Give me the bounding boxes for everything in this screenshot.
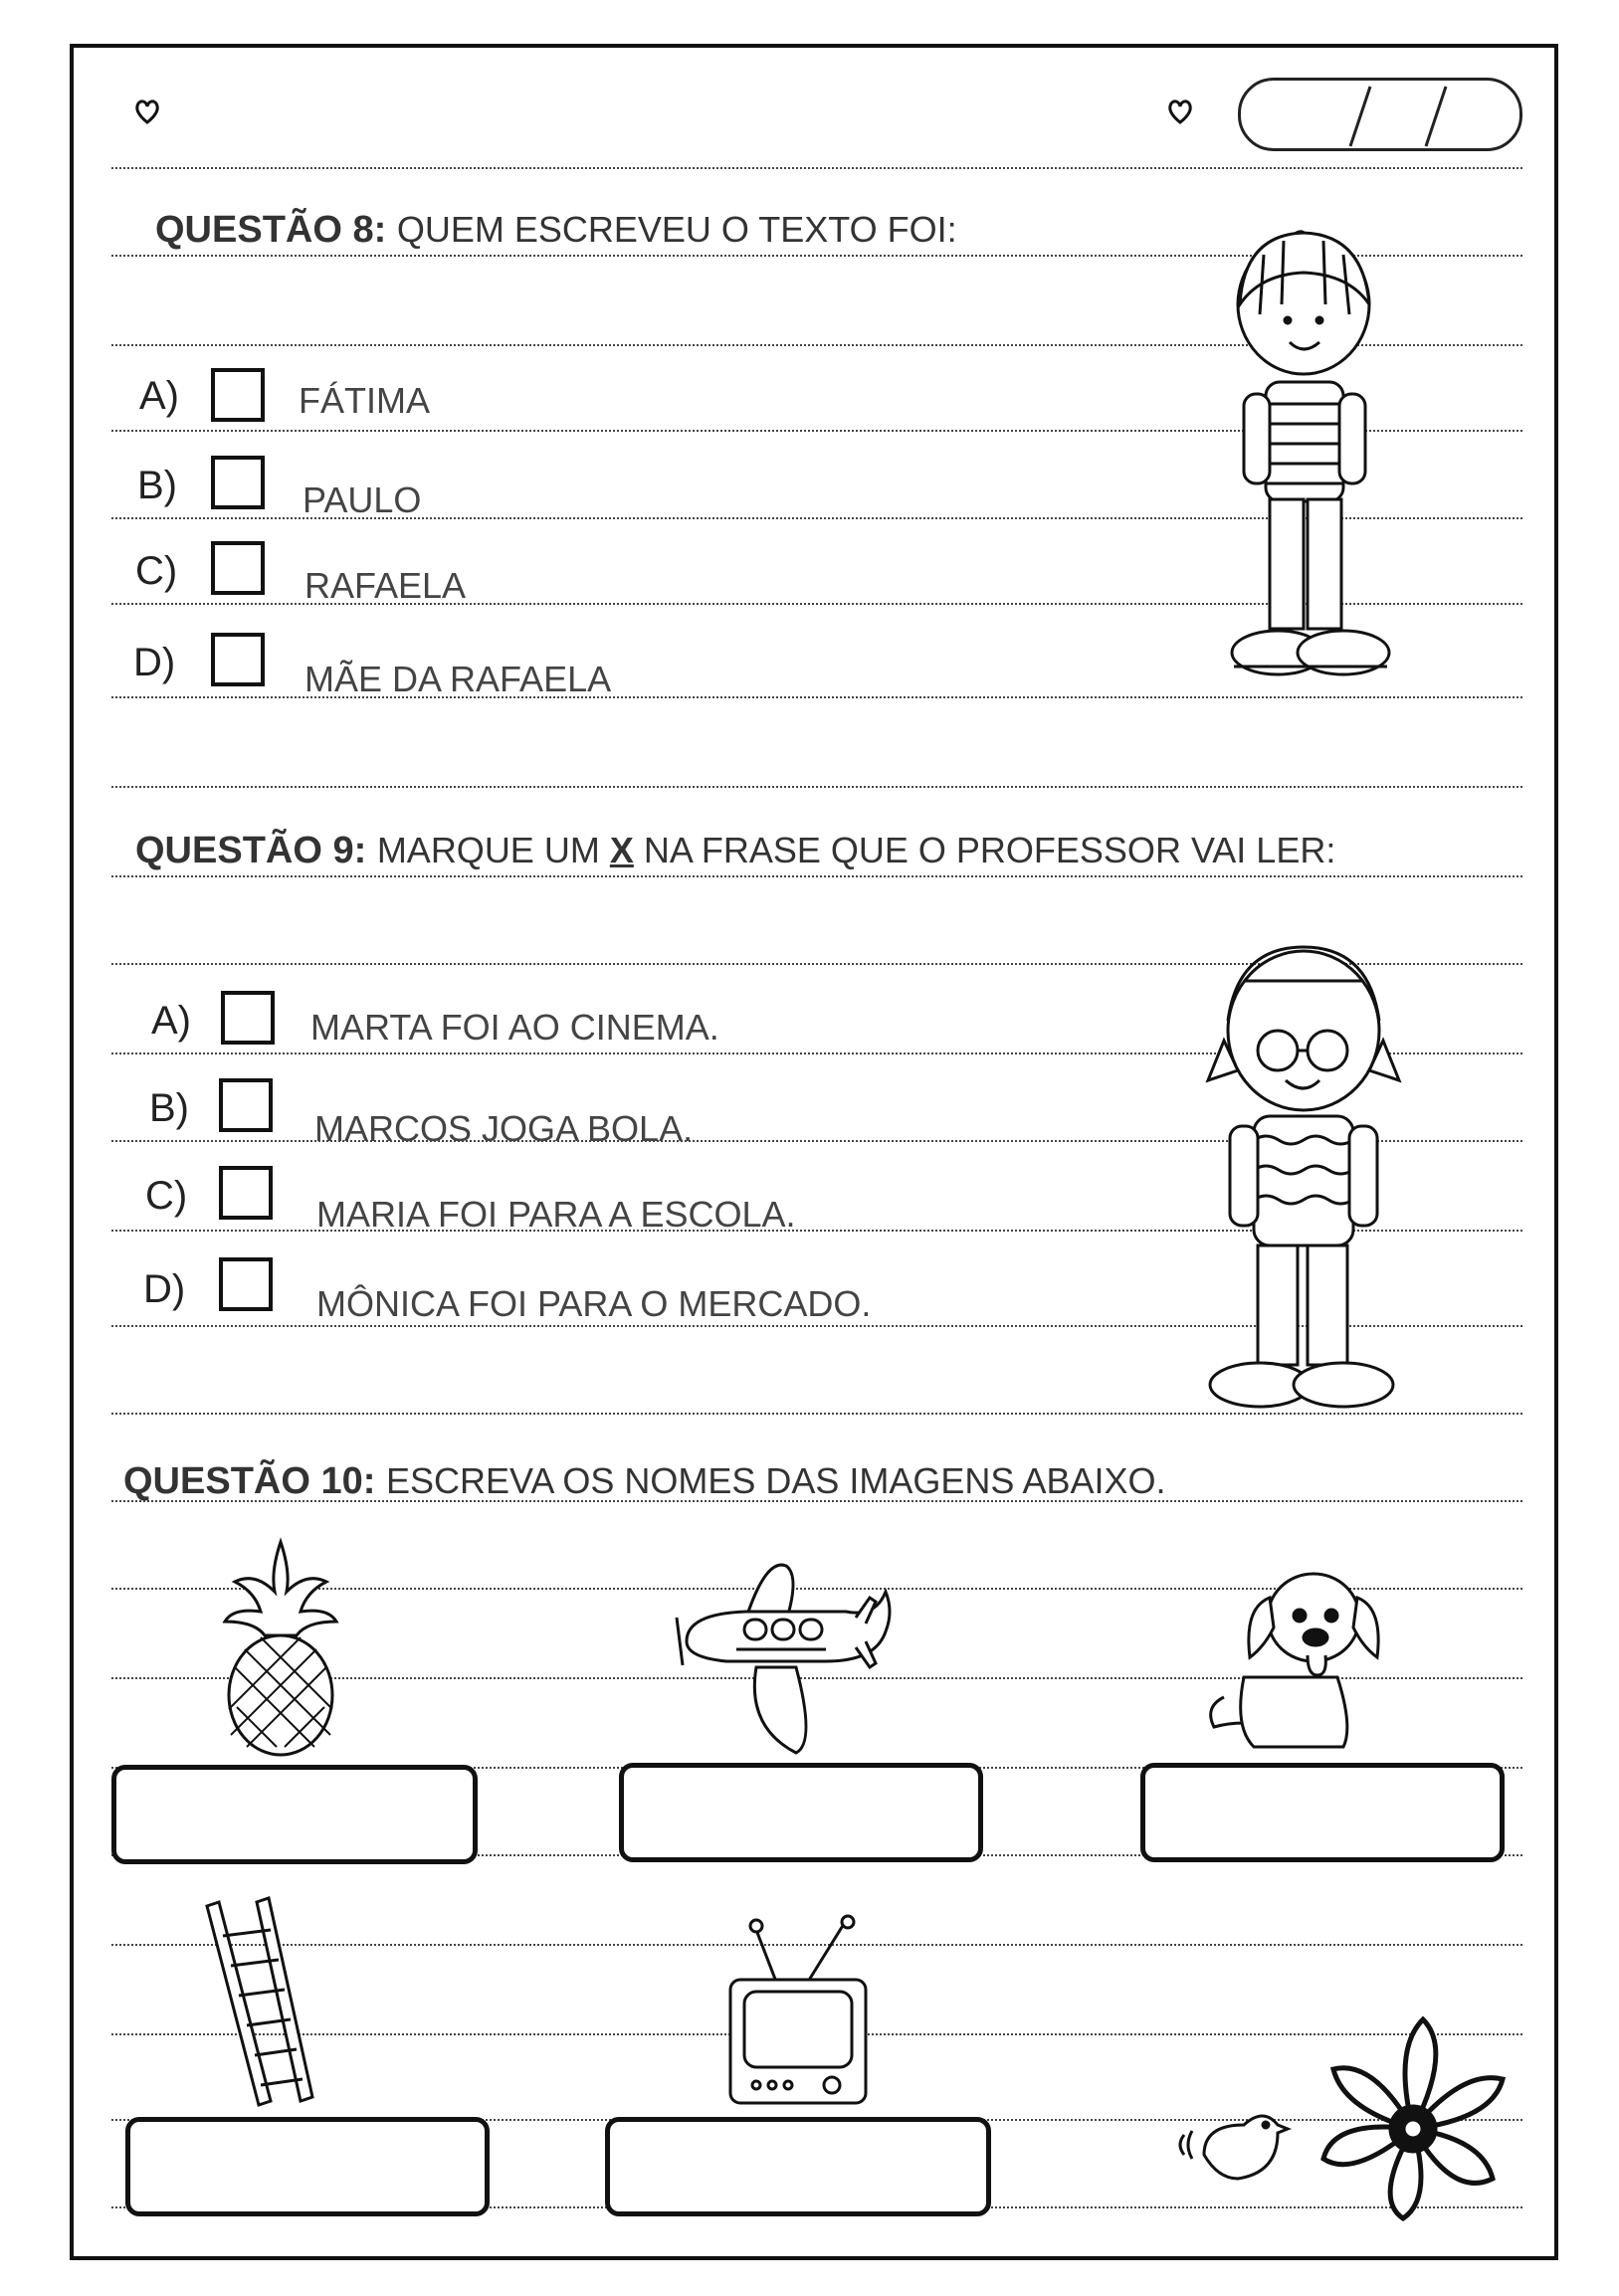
answer-box-television[interactable]	[605, 2117, 991, 2216]
q9-option-text: MARCOS JOGA BOLA.	[314, 1108, 694, 1149]
q9-option-letter: C)	[145, 1174, 188, 1218]
answer-box-ladder[interactable]	[125, 2117, 490, 2216]
flower-icon	[1314, 2000, 1513, 2228]
q9-option-text: MARTA FOI AO CINEMA.	[310, 1007, 719, 1048]
date-slashes	[1241, 81, 1525, 154]
heart-icon	[1166, 97, 1194, 125]
q8-option-letter: C)	[135, 549, 178, 593]
q9-option-text: MARIA FOI PARA A ESCOLA.	[316, 1194, 796, 1235]
q9-option-letter: B)	[149, 1086, 189, 1130]
q8-option-text: RAFAELA	[304, 565, 467, 606]
q9-option-a-checkbox[interactable]	[221, 991, 275, 1045]
television-icon	[726, 1916, 870, 2109]
q8-option-text: PAULO	[303, 479, 422, 520]
q8-option-d-checkbox[interactable]	[211, 633, 265, 686]
q8-option-text: FÁTIMA	[299, 380, 430, 421]
q8-title: QUESTÃO 8:	[155, 209, 387, 251]
q9-title: QUESTÃO 9:	[135, 830, 367, 871]
dog-icon	[1204, 1568, 1403, 1753]
heart-icon	[133, 97, 161, 125]
q8-option-b-checkbox[interactable]	[211, 456, 265, 509]
q9-option-d-checkbox[interactable]	[219, 1257, 273, 1311]
q8-option-letter: A)	[139, 374, 179, 418]
boy-illustration	[1224, 225, 1423, 692]
ladder-icon	[199, 1896, 318, 2113]
q8-option-c-checkbox[interactable]	[211, 541, 265, 595]
girl-illustration	[1194, 941, 1423, 1419]
bird-icon	[1174, 2095, 1294, 2191]
q8-heading	[155, 209, 957, 252]
q9-option-letter: D)	[143, 1267, 186, 1311]
q9-prompt-x: X	[609, 830, 634, 870]
q9-option-b-checkbox[interactable]	[219, 1078, 273, 1132]
q10-prompt: ESCREVA OS NOMES DAS IMAGENS ABAIXO.	[385, 1460, 1166, 1501]
q9-heading	[135, 830, 1335, 872]
answer-box-pineapple[interactable]	[111, 1765, 478, 1864]
q9-prompt-before: MARQUE UM	[376, 830, 610, 870]
q10-title: QUESTÃO 10:	[123, 1460, 376, 1502]
q8-option-letter: D)	[133, 641, 176, 684]
answer-box-airplane[interactable]	[619, 1763, 983, 1862]
pineapple-icon	[221, 1538, 340, 1755]
q9-option-c-checkbox[interactable]	[219, 1166, 273, 1220]
q8-prompt: QUEM ESCREVEU O TEXTO FOI:	[396, 209, 957, 250]
q8-option-text: MÃE DA RAFAELA	[304, 659, 612, 699]
answer-box-dog[interactable]	[1140, 1763, 1505, 1862]
q10-heading	[123, 1460, 1166, 1503]
q8-option-a-checkbox[interactable]	[211, 368, 265, 422]
airplane-icon	[667, 1558, 892, 1757]
q8-option-letter: B)	[137, 464, 177, 507]
q9-option-text: MÔNICA FOI PARA O MERCADO.	[316, 1283, 872, 1324]
date-field[interactable]	[1238, 78, 1522, 151]
q9-option-letter: A)	[151, 999, 191, 1043]
q9-prompt-after: NA FRASE QUE O PROFESSOR VAI LER:	[633, 830, 1336, 870]
